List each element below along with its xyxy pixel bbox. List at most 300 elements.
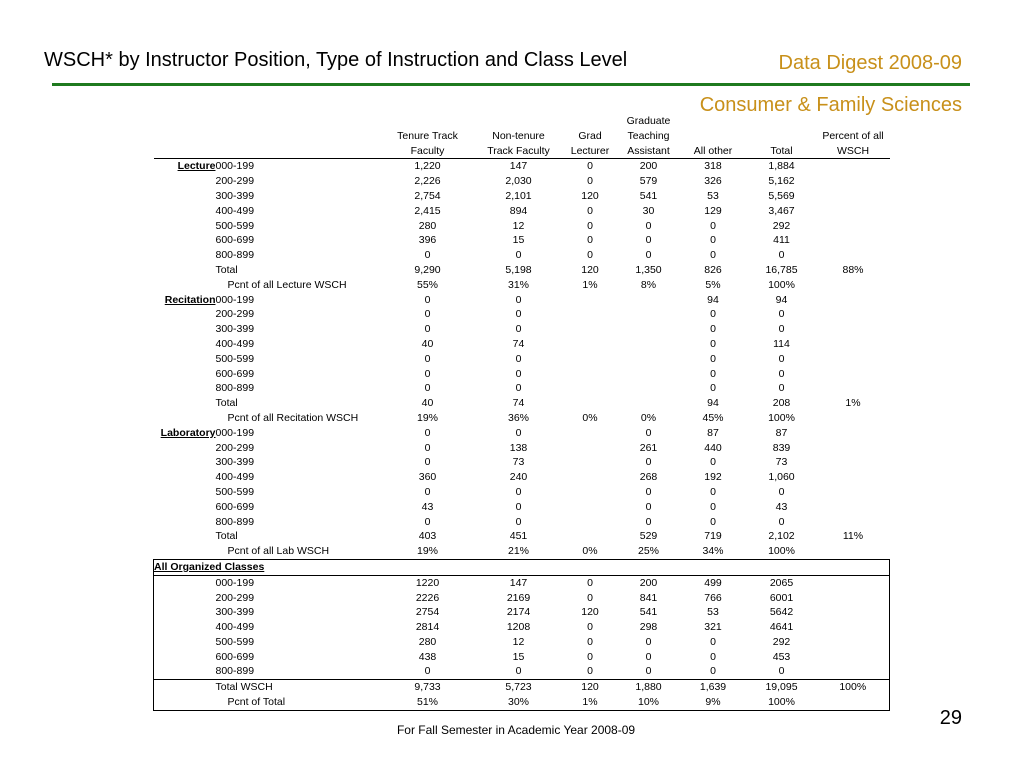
cell-pct bbox=[817, 650, 890, 665]
section-label-spacer bbox=[154, 411, 216, 426]
table-row bbox=[154, 620, 890, 635]
section-label-spacer bbox=[154, 337, 216, 352]
row-label: 300-399 bbox=[215, 456, 255, 469]
cell-nontenure: 21% bbox=[507, 545, 529, 558]
header-spacer bbox=[216, 114, 381, 129]
section-header-spacer bbox=[747, 559, 817, 575]
table-row bbox=[154, 219, 890, 234]
row-label: 300-399 bbox=[215, 606, 255, 619]
cell-total: 100% bbox=[768, 278, 795, 291]
cell-nontenure: 30% bbox=[475, 695, 563, 710]
cell-other: 0 bbox=[710, 635, 716, 648]
cell-total: 0 bbox=[778, 515, 785, 528]
table-row bbox=[154, 515, 890, 530]
cell-grad-lecturer bbox=[563, 500, 618, 515]
cell-grad-lecturer bbox=[563, 381, 618, 396]
cell-gta bbox=[618, 322, 680, 337]
cell-grad-lecturer: 120 bbox=[581, 263, 599, 276]
cell-other: 719 bbox=[704, 530, 722, 543]
cell-gta: 0 bbox=[645, 635, 652, 648]
cell-pct bbox=[817, 381, 890, 396]
cell-total: 0 bbox=[747, 664, 817, 679]
cell-gta: 541 bbox=[639, 606, 658, 619]
column-header-pct: WSCH bbox=[817, 144, 890, 159]
cell-gta: 0 bbox=[645, 500, 652, 513]
table-row bbox=[154, 575, 890, 590]
cell-tenure: 40 bbox=[421, 397, 434, 410]
cell-pct: 1% bbox=[845, 397, 861, 410]
column-header-total: Total bbox=[747, 144, 817, 159]
cell-grad-lecturer: 120 bbox=[581, 681, 599, 694]
cell-grad-lecturer bbox=[563, 367, 618, 382]
cell-grad-lecturer bbox=[563, 352, 618, 367]
table-row bbox=[154, 367, 890, 382]
section-label-spacer bbox=[154, 635, 216, 650]
cell-tenure: 0 bbox=[424, 441, 431, 454]
cell-tenure: 0 bbox=[424, 308, 431, 321]
section-label-spacer bbox=[154, 620, 216, 635]
row-label: 800-899 bbox=[215, 515, 255, 528]
cell-gta: 529 bbox=[639, 530, 658, 543]
row-label: 600-699 bbox=[215, 234, 255, 247]
cell-nontenure: 0 bbox=[515, 500, 522, 513]
cell-pct bbox=[817, 189, 890, 204]
cell-gta bbox=[618, 293, 680, 308]
table-row bbox=[154, 307, 890, 322]
cell-gta: 0 bbox=[618, 664, 680, 679]
cell-total: 87 bbox=[775, 426, 788, 439]
cell-total: 5,162 bbox=[768, 175, 795, 188]
row-label: Total bbox=[215, 397, 238, 410]
row-label: Pcnt of all Lecture WSCH bbox=[227, 278, 347, 291]
table-row bbox=[154, 455, 890, 470]
cell-gta bbox=[618, 307, 680, 322]
section-header-spacer bbox=[618, 559, 680, 575]
cell-nontenure: 74 bbox=[512, 337, 525, 350]
cell-pct bbox=[817, 500, 890, 515]
cell-pct bbox=[817, 204, 890, 219]
cell-grad-lecturer: 0 bbox=[587, 160, 593, 173]
cell-tenure: 1220 bbox=[415, 576, 440, 589]
cell-tenure: 2754 bbox=[415, 606, 440, 619]
cell-gta: 0 bbox=[645, 219, 652, 232]
table-row bbox=[154, 159, 890, 174]
cell-gta: 0 bbox=[645, 650, 652, 663]
cell-total: 100% bbox=[747, 695, 817, 710]
cell-nontenure: 0 bbox=[475, 664, 563, 679]
row-label: 000-199 bbox=[215, 160, 255, 173]
cell-total: 19,095 bbox=[765, 681, 798, 694]
table-row bbox=[154, 204, 890, 219]
section-label-spacer bbox=[154, 367, 216, 382]
cell-tenure: 43 bbox=[421, 500, 434, 513]
cell-nontenure: 0 bbox=[515, 323, 522, 336]
table-row bbox=[154, 233, 890, 248]
cell-nontenure: 1208 bbox=[506, 621, 531, 634]
row-label: Total bbox=[215, 263, 238, 276]
cell-gta bbox=[618, 367, 680, 382]
cell-nontenure: 0 bbox=[515, 426, 522, 439]
cell-nontenure: 2169 bbox=[506, 591, 531, 604]
cell-other: 826 bbox=[704, 263, 722, 276]
section-label-spacer bbox=[154, 680, 216, 695]
row-label: 800-899 bbox=[215, 249, 255, 262]
section-header-spacer bbox=[817, 559, 890, 575]
cell-nontenure: 2174 bbox=[506, 606, 531, 619]
cell-tenure: 0 bbox=[424, 323, 431, 336]
cell-nontenure: 15 bbox=[512, 234, 525, 247]
cell-tenure: 0 bbox=[424, 456, 431, 469]
section-label-spacer bbox=[154, 500, 216, 515]
cell-tenure: 360 bbox=[418, 471, 437, 484]
cell-other: 34% bbox=[702, 545, 724, 558]
cell-pct bbox=[817, 544, 890, 559]
cell-other: 53 bbox=[707, 606, 719, 619]
cell-other: 326 bbox=[704, 175, 722, 188]
cell-other: 45% bbox=[702, 411, 724, 424]
cell-tenure: 0 bbox=[424, 293, 431, 306]
column-header-nontenure bbox=[475, 114, 563, 129]
cell-other: 440 bbox=[704, 441, 722, 454]
header-row bbox=[154, 129, 890, 144]
cell-nontenure: 0 bbox=[515, 249, 522, 262]
cell-other: 192 bbox=[704, 471, 722, 484]
header-spacer bbox=[154, 144, 216, 159]
cell-total: 0 bbox=[778, 323, 785, 336]
cell-pct bbox=[817, 455, 890, 470]
cell-grad-lecturer: 0 bbox=[587, 204, 593, 217]
column-header-nontenure: Track Faculty bbox=[475, 144, 563, 159]
column-header-gta: Assistant bbox=[618, 144, 680, 159]
table-row bbox=[154, 337, 890, 352]
cell-tenure: 0 bbox=[424, 515, 431, 528]
row-label: 800-899 bbox=[215, 382, 255, 395]
cell-tenure: 51% bbox=[381, 695, 475, 710]
cell-other: 0 bbox=[710, 382, 716, 395]
section-label-spacer bbox=[154, 575, 216, 590]
section-label-spacer bbox=[154, 263, 216, 278]
header-row bbox=[154, 144, 890, 159]
cell-tenure: 2814 bbox=[415, 621, 440, 634]
header-spacer bbox=[216, 144, 381, 159]
cell-nontenure: 36% bbox=[507, 411, 529, 424]
cell-grad-lecturer: 0 bbox=[587, 249, 593, 262]
cell-total: 100% bbox=[768, 545, 795, 558]
cell-other: 0 bbox=[710, 308, 716, 321]
row-label: 600-699 bbox=[215, 367, 255, 380]
cell-other: 1,639 bbox=[699, 681, 727, 694]
cell-tenure: 2,226 bbox=[414, 175, 441, 188]
cell-tenure: 0 bbox=[424, 426, 431, 439]
cell-gta bbox=[618, 381, 680, 396]
row-label: 500-599 bbox=[215, 485, 255, 498]
cell-other: 0 bbox=[710, 485, 716, 498]
cell-pct bbox=[817, 620, 890, 635]
cell-total: 5,569 bbox=[768, 189, 795, 202]
row-label: 400-499 bbox=[215, 337, 255, 350]
cell-grad-lecturer: 0 bbox=[587, 219, 593, 232]
cell-pct bbox=[817, 337, 890, 352]
cell-gta: 261 bbox=[639, 441, 658, 454]
row-label: 200-299 bbox=[215, 591, 255, 604]
cell-nontenure: 0 bbox=[515, 382, 522, 395]
cell-nontenure: 12 bbox=[512, 635, 525, 648]
cell-other: 94 bbox=[707, 293, 719, 306]
section-header-spacer bbox=[381, 559, 475, 575]
row-label: 200-299 bbox=[215, 175, 255, 188]
cell-tenure: 0 bbox=[424, 485, 431, 498]
table-row bbox=[154, 174, 890, 189]
cell-nontenure: 2,101 bbox=[505, 189, 532, 202]
cell-total: 5642 bbox=[769, 606, 794, 619]
cell-grad-lecturer bbox=[563, 322, 618, 337]
cell-tenure: 9,733 bbox=[414, 681, 441, 694]
cell-nontenure: 2,030 bbox=[505, 175, 532, 188]
cell-pct: 88% bbox=[842, 263, 864, 276]
table-row bbox=[154, 470, 890, 485]
section-label-spacer bbox=[154, 396, 216, 411]
cell-pct bbox=[817, 219, 890, 234]
cell-tenure: 2,754 bbox=[414, 189, 441, 202]
cell-tenure: 2226 bbox=[415, 591, 440, 604]
cell-grad-lecturer: 1% bbox=[563, 695, 618, 710]
table-row bbox=[154, 664, 890, 679]
cell-other: 87 bbox=[707, 426, 719, 439]
cell-pct bbox=[817, 233, 890, 248]
cell-other: 9% bbox=[680, 695, 747, 710]
cell-tenure: 1,220 bbox=[414, 160, 441, 173]
cell-gta: 0 bbox=[645, 515, 652, 528]
section-label-spacer bbox=[154, 695, 216, 710]
table-row bbox=[154, 322, 890, 337]
row-label: 200-299 bbox=[215, 441, 255, 454]
cell-tenure: 0 bbox=[381, 664, 475, 679]
section-label-spacer bbox=[154, 233, 216, 248]
cell-other: 0 bbox=[710, 650, 716, 663]
cell-grad-lecturer bbox=[563, 293, 618, 308]
row-label: 000-199 bbox=[215, 426, 255, 439]
column-header-nontenure: Non-tenure bbox=[492, 129, 545, 142]
cell-nontenure: 31% bbox=[507, 278, 529, 291]
section-label-spacer bbox=[154, 485, 216, 500]
cell-other: 0 bbox=[710, 219, 716, 232]
section-label-spacer bbox=[154, 204, 216, 219]
row-label: Pcnt of all Lab WSCH bbox=[227, 545, 330, 558]
row-label: 500-599 bbox=[215, 219, 255, 232]
row-label: Total WSCH bbox=[215, 681, 273, 694]
section-label-spacer bbox=[154, 174, 216, 189]
cell-grad-lecturer: 120 bbox=[581, 606, 599, 619]
cell-total: 43 bbox=[775, 500, 788, 513]
cell-other: 53 bbox=[707, 189, 719, 202]
cell-pct bbox=[817, 470, 890, 485]
cell-gta: 0 bbox=[645, 485, 652, 498]
cell-other: 129 bbox=[704, 204, 722, 217]
cell-tenure: 2,415 bbox=[414, 204, 441, 217]
cell-pct bbox=[817, 664, 890, 679]
cell-grad-lecturer bbox=[563, 337, 618, 352]
cell-pct bbox=[817, 441, 890, 456]
section-header-spacer bbox=[563, 559, 618, 575]
cell-nontenure: 0 bbox=[515, 485, 522, 498]
section-header-spacer bbox=[475, 559, 563, 575]
cell-grad-lecturer bbox=[563, 455, 618, 470]
cell-other: 0 bbox=[710, 337, 716, 350]
section-header-spacer bbox=[680, 559, 747, 575]
cell-gta: 10% bbox=[618, 695, 680, 710]
column-header-tenure bbox=[381, 114, 475, 129]
cell-other: 766 bbox=[704, 591, 722, 604]
cell-other: 94 bbox=[707, 397, 719, 410]
cell-gta: 841 bbox=[639, 591, 658, 604]
section-label-spacer bbox=[154, 455, 216, 470]
cell-total: 0 bbox=[778, 485, 785, 498]
cell-grad-lecturer: 120 bbox=[581, 189, 599, 202]
section-label-lecture: Lecture bbox=[177, 160, 216, 173]
cell-pct: 11% bbox=[842, 530, 864, 543]
cell-total: 114 bbox=[773, 337, 790, 350]
cell-grad-lecturer bbox=[563, 307, 618, 322]
cell-pct bbox=[817, 322, 890, 337]
wsch-table bbox=[153, 114, 890, 711]
cell-gta bbox=[618, 352, 680, 367]
column-header-pct: Percent of all bbox=[822, 129, 884, 142]
cell-nontenure: 451 bbox=[509, 530, 528, 543]
cell-tenure: 19% bbox=[416, 545, 438, 558]
cell-nontenure: 0 bbox=[515, 352, 522, 365]
cell-gta: 30 bbox=[642, 204, 655, 217]
cell-nontenure: 0 bbox=[515, 293, 522, 306]
cell-total: 0 bbox=[778, 382, 785, 395]
cell-total: 4641 bbox=[769, 621, 794, 634]
footer-note: For Fall Semester in Academic Year 2008-09 bbox=[396, 723, 636, 737]
header-spacer bbox=[154, 129, 216, 144]
cell-total: 1,060 bbox=[768, 471, 795, 484]
header-row bbox=[154, 114, 890, 129]
cell-grad-lecturer bbox=[563, 426, 618, 441]
cell-other: 321 bbox=[704, 621, 722, 634]
table-row bbox=[154, 680, 890, 695]
cell-nontenure: 5,198 bbox=[505, 263, 532, 276]
table-row bbox=[154, 293, 890, 308]
section-label-spacer bbox=[154, 664, 216, 679]
cell-total: 208 bbox=[772, 397, 791, 410]
cell-gta: 0 bbox=[645, 456, 652, 469]
table-row bbox=[154, 411, 890, 426]
table-row bbox=[154, 635, 890, 650]
cell-total: 411 bbox=[773, 234, 790, 247]
table-row bbox=[154, 381, 890, 396]
cell-nontenure: 12 bbox=[512, 219, 525, 232]
cell-grad-lecturer bbox=[563, 396, 618, 411]
cell-gta: 579 bbox=[639, 175, 658, 188]
cell-total: 839 bbox=[772, 441, 791, 454]
cell-grad-lecturer bbox=[563, 470, 618, 485]
cell-nontenure: 147 bbox=[509, 160, 528, 173]
cell-total: 0 bbox=[778, 352, 785, 365]
section-label-all-organized: All Organized Classes bbox=[154, 559, 381, 575]
cell-tenure: 40 bbox=[421, 337, 434, 350]
section-label-laboratory: Laboratory bbox=[160, 426, 216, 439]
cell-other: 0 bbox=[710, 234, 716, 247]
cell-tenure: 9,290 bbox=[414, 263, 441, 276]
cell-pct bbox=[817, 159, 890, 174]
cell-grad-lecturer: 0 bbox=[587, 635, 593, 648]
section-label-spacer bbox=[154, 219, 216, 234]
cell-other: 0 bbox=[710, 500, 716, 513]
column-header-total bbox=[747, 114, 817, 129]
section-label-spacer bbox=[154, 278, 216, 293]
cell-pct bbox=[817, 426, 890, 441]
column-header-tenure: Faculty bbox=[381, 144, 475, 159]
cell-grad-lecturer: 1% bbox=[582, 278, 598, 291]
cell-nontenure: 138 bbox=[509, 441, 528, 454]
cell-total: 0 bbox=[778, 367, 785, 380]
column-header-grad-lecturer: Grad bbox=[578, 129, 602, 142]
cell-gta: 541 bbox=[639, 189, 658, 202]
table-row bbox=[154, 441, 890, 456]
table-row bbox=[154, 278, 890, 293]
cell-gta: 1,880 bbox=[635, 681, 662, 694]
cell-tenure: 396 bbox=[418, 234, 437, 247]
cell-nontenure: 894 bbox=[509, 204, 528, 217]
row-label: Pcnt of all Recitation WSCH bbox=[227, 411, 359, 424]
column-header-gta: Teaching bbox=[627, 129, 670, 142]
cell-gta: 0 bbox=[645, 249, 652, 262]
table-row bbox=[154, 650, 890, 665]
cell-total: 16,785 bbox=[765, 263, 798, 276]
section-label-spacer bbox=[154, 352, 216, 367]
cell-pct bbox=[817, 293, 890, 308]
cell-grad-lecturer: 0 bbox=[587, 234, 593, 247]
cell-nontenure: 0 bbox=[515, 308, 522, 321]
cell-pct bbox=[817, 248, 890, 263]
cell-nontenure: 240 bbox=[509, 471, 528, 484]
section-header-row bbox=[154, 559, 890, 575]
cell-tenure: 55% bbox=[416, 278, 438, 291]
cell-other: 5% bbox=[705, 278, 721, 291]
row-label: 300-399 bbox=[215, 189, 255, 202]
section-label-spacer bbox=[154, 515, 216, 530]
cell-tenure: 0 bbox=[424, 367, 431, 380]
cell-pct bbox=[817, 485, 890, 500]
column-header-other: All other bbox=[680, 144, 747, 159]
cell-tenure: 0 bbox=[424, 249, 431, 262]
row-label: 000-199 bbox=[215, 576, 255, 589]
cell-gta: 0 bbox=[645, 234, 652, 247]
cell-grad-lecturer bbox=[563, 485, 618, 500]
cell-gta: 25% bbox=[637, 545, 659, 558]
cell-total: 3,467 bbox=[768, 204, 795, 217]
column-header-tenure: Tenure Track bbox=[397, 129, 458, 142]
cell-other: 499 bbox=[704, 576, 722, 589]
cell-gta: 1,350 bbox=[635, 263, 662, 276]
row-label: Pcnt of Total bbox=[216, 695, 381, 710]
cell-tenure: 0 bbox=[424, 352, 431, 365]
cell-tenure: 280 bbox=[418, 635, 437, 648]
cell-grad-lecturer: 0 bbox=[587, 621, 593, 634]
table-row bbox=[154, 352, 890, 367]
cell-grad-lecturer: 0 bbox=[563, 664, 618, 679]
column-header-total bbox=[747, 129, 817, 144]
cell-pct bbox=[817, 575, 890, 590]
cell-gta: 200 bbox=[639, 576, 658, 589]
cell-other: 0 bbox=[710, 249, 716, 262]
table-row bbox=[154, 695, 890, 710]
row-label: 600-699 bbox=[215, 650, 255, 663]
row-label: 000-199 bbox=[215, 293, 255, 306]
row-label: 600-699 bbox=[215, 500, 255, 513]
